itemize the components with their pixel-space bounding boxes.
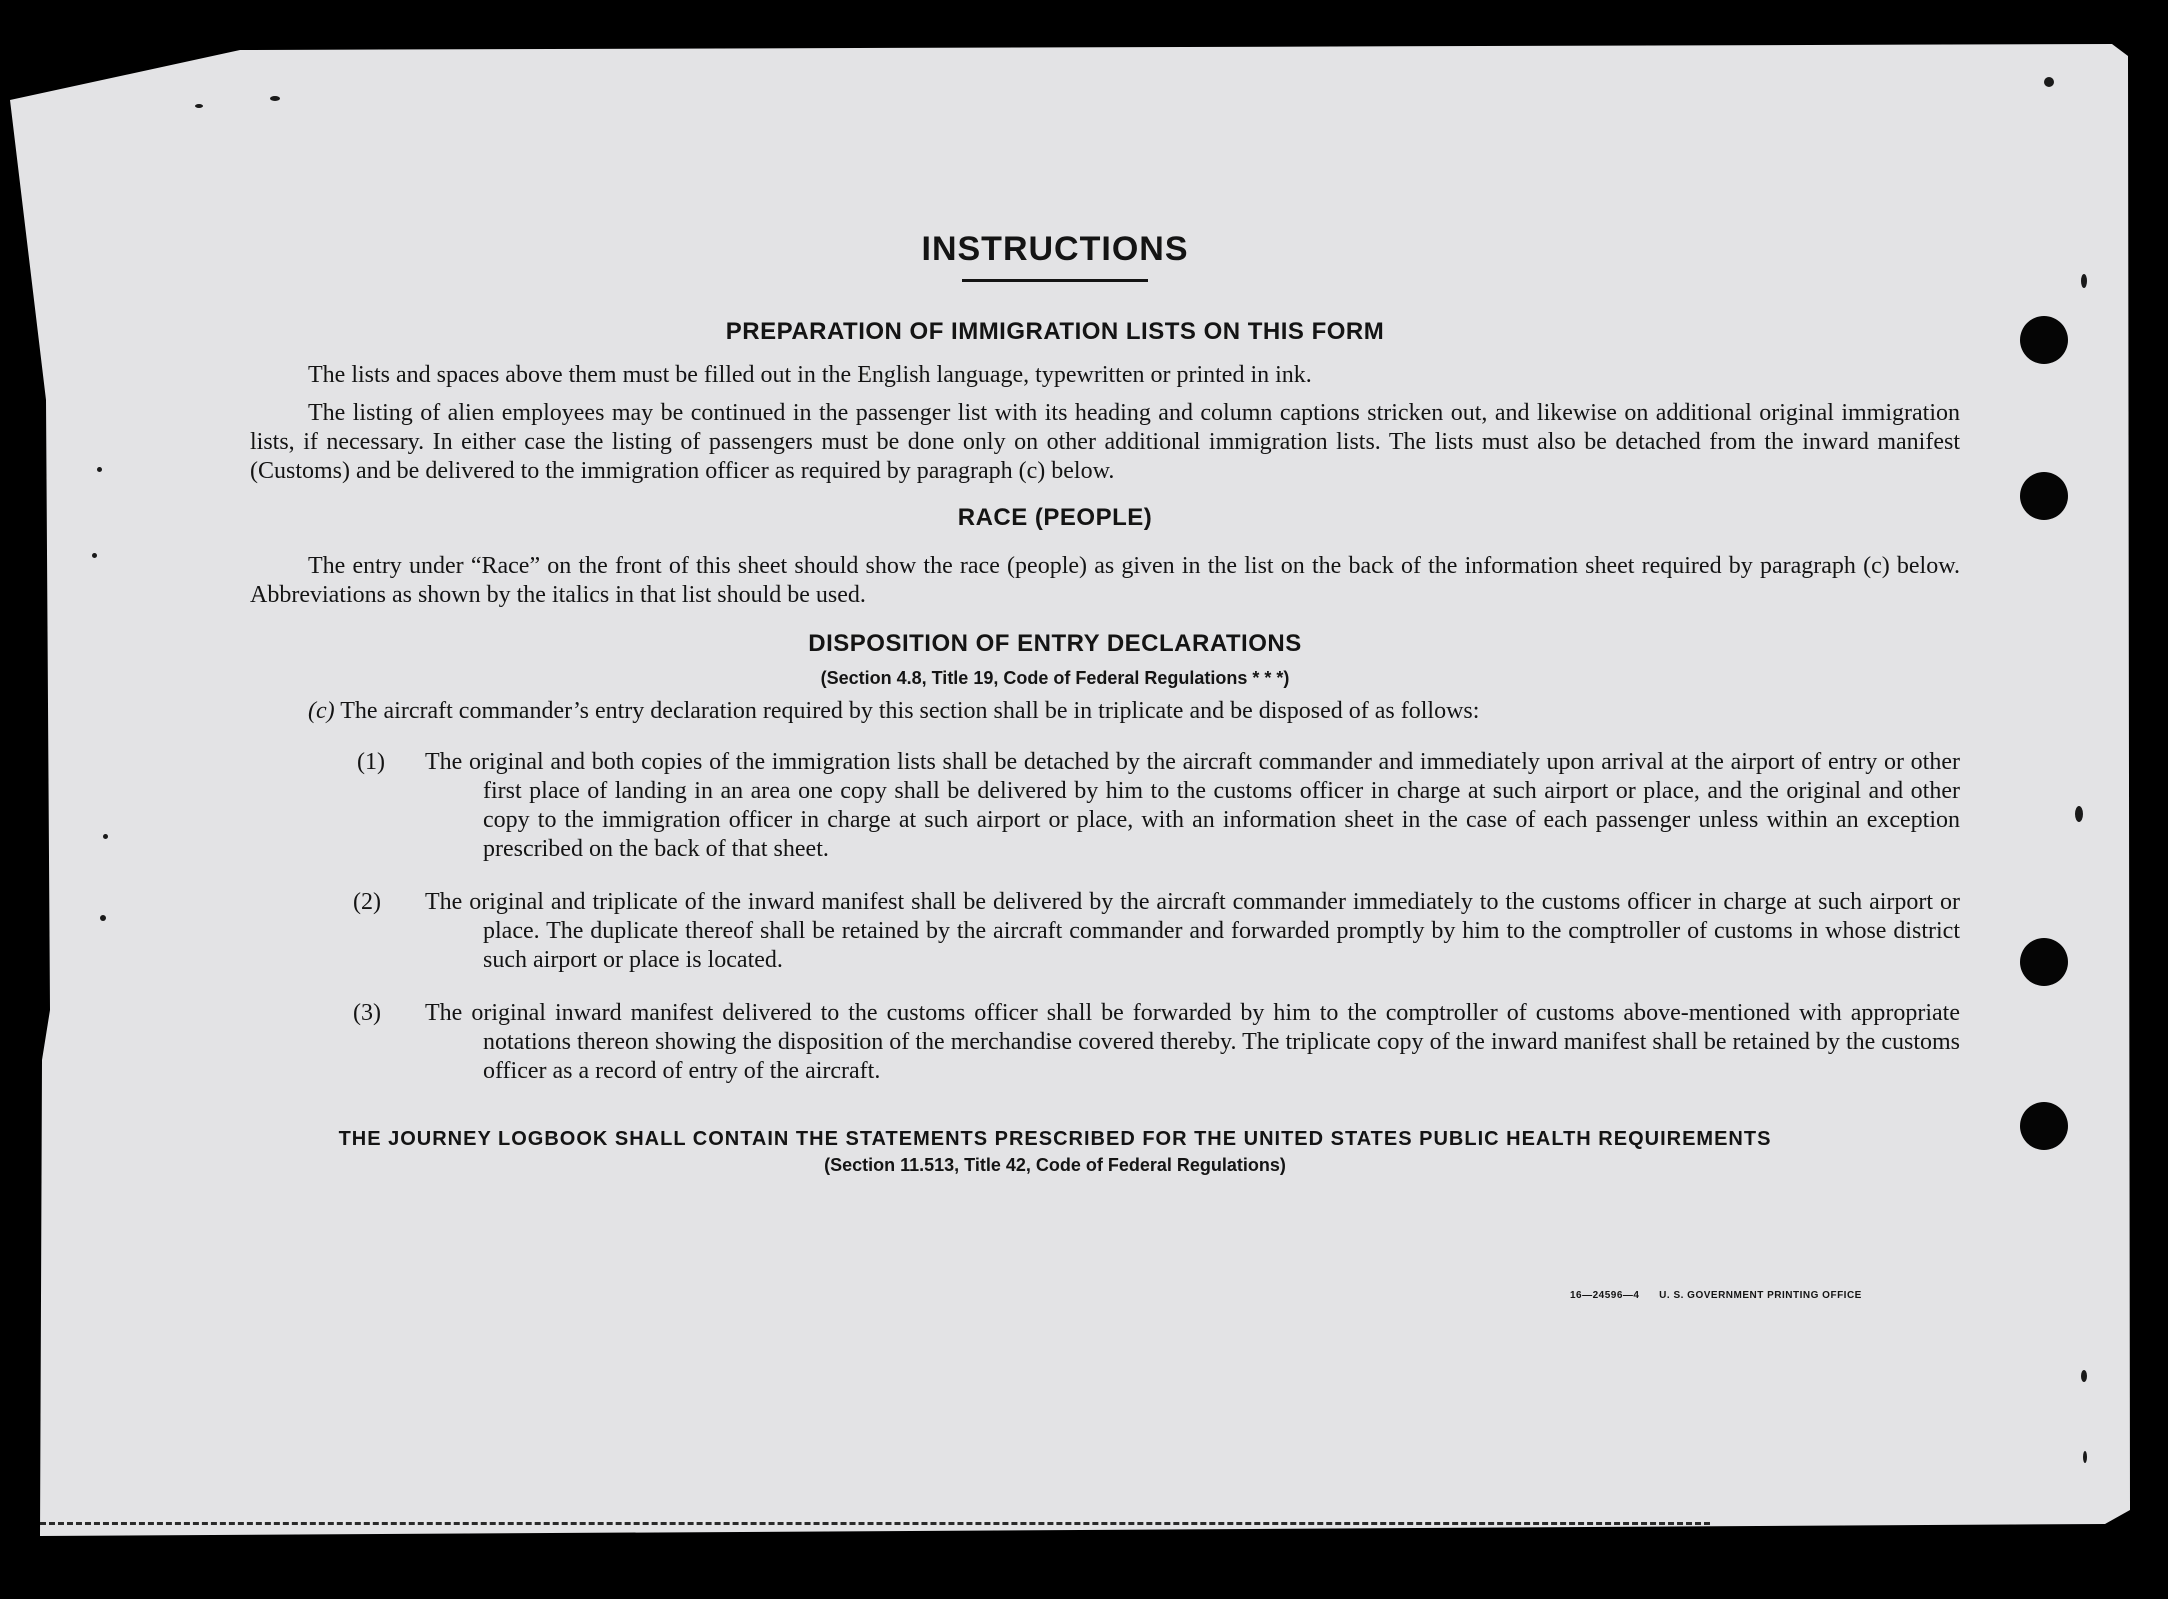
list-item [250, 999, 1960, 1086]
speck [103, 834, 108, 839]
speck [2083, 1451, 2087, 1463]
speck [97, 467, 102, 472]
section-citation-title19: (Section 4.8, Title 19, Code of Federal Regulations * * *) [820, 668, 1290, 688]
list-item-text: The original and both copies of the immigration lists shall be detached by the aircraft commander and immediately upon arrival at the airport of entry or other first place of landing in an area one copy shall be delivered by him to the customs officer in charge at such airport or place, and the original and other copy to the immigration officer in charge at such airport or place, with an information sheet in the case of each passenger unless within an exception prescribed on the back of that sheet. [425, 749, 1960, 862]
instructions-body [250, 230, 1960, 1176]
list-item-text: The original and triplicate of the inward manifest shall be delivered by the aircraft commander immediately to the customs officer in charge at such airport or place. The duplicate thereof shall be retained by the aircraft commander and forwarded promptly by him to the comptroller of customs in whose district such airport or place is located. [425, 889, 1960, 973]
paragraph-race-entry: The entry under “Race” on the front of this sheet should show the race (people) as given in the list on the back of the information sheet required by paragraph (c) below. Abbreviations as shown by the italics in that list should be used. [250, 553, 1960, 608]
speck [100, 915, 106, 921]
paragraph-label: (c) [308, 698, 335, 724]
speck [92, 553, 97, 558]
list-item-text: The original inward manifest delivered to the customs officer shall be forwarded by him to the comptroller of customs above-mentioned with appropriate notations thereon showing the disposition of the merchandise covered thereby. The triplicate copy of the inward manifest shall be retained by the customs officer as a record of entry of the aircraft. [425, 1000, 1960, 1084]
title-underline [962, 279, 1148, 282]
paragraph-lists-english: The lists and spaces above them must be filled out in the English language, typewritten or printed in ink. [308, 362, 1312, 388]
section-heading-preparation: PREPARATION OF IMMIGRATION LISTS ON THIS FORM [725, 318, 1385, 345]
speck [2044, 77, 2054, 87]
punch-hole [2020, 472, 2068, 520]
logbook-citation: (Section 11.513, Title 42, Code of Federal Regulations) [824, 1155, 1286, 1175]
paragraph-c-intro [250, 697, 1960, 726]
perforation-line [40, 1522, 1710, 1525]
list-item-number: (3) [353, 1000, 381, 1026]
list-item-number: (2) [353, 889, 381, 915]
speck [2081, 1370, 2087, 1382]
form-number: 16—24596—4 [1570, 1290, 1640, 1301]
paragraph-text: The aircraft commander’s entry declaration required by this section shall be in triplicate and be disposed of as follows: [340, 698, 1480, 724]
list-item [250, 748, 1960, 864]
punch-hole [2020, 316, 2068, 364]
speck [2081, 274, 2087, 288]
section-heading-disposition: DISPOSITION OF ENTRY DECLARATIONS [808, 630, 1302, 657]
logbook-heading: THE JOURNEY LOGBOOK SHALL CONTAIN THE STATEMENTS PRESCRIBED FOR THE UNITED STATES PUBLIC HEALTH REQUIREMENTS [338, 1128, 1772, 1150]
section-heading-race: RACE (PEOPLE) [957, 504, 1153, 531]
footer-imprint [1570, 1290, 1862, 1301]
speck [195, 104, 203, 108]
list-item-number: (1) [357, 749, 385, 775]
printer-name: U. S. GOVERNMENT PRINTING OFFICE [1659, 1290, 1862, 1301]
page-title: INSTRUCTIONS [921, 230, 1189, 268]
list-item [250, 888, 1960, 975]
speck [2075, 806, 2083, 822]
punch-hole [2020, 1102, 2068, 1150]
punch-hole [2020, 938, 2068, 986]
paragraph-alien-employees: The listing of alien employees may be continued in the passenger list with its heading and column captions stricken out, and likewise on additional original immigration lists, if necessary. In either case the listing of passengers must be done only on other additional immigration lists. The lists must also be detached from the inward manifest (Customs) and be delivered to the immigration officer as required by paragraph (c) below. [250, 400, 1960, 484]
speck [270, 96, 280, 101]
